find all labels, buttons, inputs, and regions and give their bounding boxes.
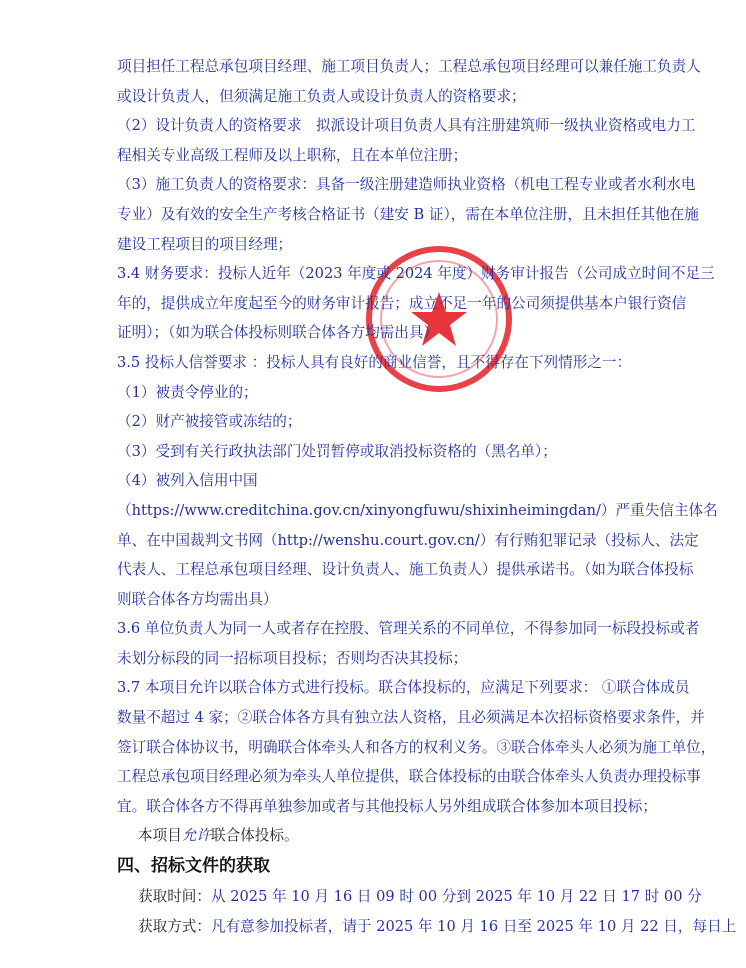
label: 本项目: [138, 827, 182, 845]
text-line-p4: 则联合体各方均需出具）: [117, 590, 278, 608]
text-line-p37: 宜。联合体各方不得再单独参加或者与其他投标人另外组成联合体参加本项目投标；: [117, 797, 657, 815]
acquire-time-line: [117, 882, 702, 912]
label: 获取时间：: [138, 888, 211, 906]
value: 凡有意参加投标者，请于 2025 年 10 月 16 日至 2025 年 10 月 22 日，每日上: [210, 917, 737, 935]
text-line-items: （2）财产被接管或冻结的；: [117, 413, 302, 431]
text-line-p3: 专业）及有效的安全生产考核合格证书（建安 B 证），需在本单位注册，且未担任其他在施: [117, 205, 699, 223]
text-line-p1: 项目担任工程总承包项目经理、施工项目负责人；工程总承包项目经理可以兼任施工负责人: [117, 58, 701, 75]
text-line-p34: 年的，提供成立年度起至今的财务审计报告；成立不足一年的公司须提供基本户银行资信: [117, 294, 687, 312]
text-line-p34: 3.4 财务要求：投标人近年（2023 年度或 2024 年度）财务审计报告（公司成立时间不足三: [117, 265, 715, 283]
section-heading: 四、招标文件的获取: [117, 856, 270, 877]
text-line-p4: 代表人、工程总承包项目经理、设计负责人、施工负责人）提供承诺书。（如为联合体投标: [117, 561, 694, 579]
text-line-p36: 3.6 单位负责人为同一人或者存在控股、管理关系的不同单位，不得参加同一标段投标或者: [117, 620, 700, 638]
text-line-p2: 程相关专业高级工程师及以上职称，且在本单位注册；: [117, 146, 468, 164]
text-line-p4: （https://www.creditchina.gov.cn/xinyongfuwu/shixinheimingdan/）严重失信主体名: [117, 501, 718, 519]
consortium-line: [117, 821, 637, 851]
text-line-p4: 单、在中国裁判文书网（http://wenshu.court.gov.cn/）有行贿犯罪记录（投标人、法定: [117, 531, 699, 549]
text-line-items: （1）被责令停业的；: [117, 383, 258, 401]
text-line-p37: 3.7 本项目允许以联合体方式进行投标。联合体投标的，应满足下列要求： ①联合体成员: [117, 679, 690, 697]
text-line-p37: 签订联合体协议书，明确联合体牵头人和各方的权利义务。③联合体牵头人必须为施工单位，: [117, 738, 716, 756]
label: 获取方式：: [138, 917, 211, 935]
text-line-items: （3）受到有关行政执法部门处罚暂停或取消投标资格的（黑名单）；: [117, 442, 557, 460]
document-page: [117, 52, 737, 941]
text-line-p2: （2）设计负责人的资格要求 拟派设计项目负责人具有注册建筑师一级执业资格或电力工: [117, 117, 696, 135]
text-line-p36: 未划分标段的同一招标项目投标；否则均否决其投标；: [117, 649, 468, 667]
text-line-p37: 工程总承包项目经理必须为牵头人单位提供，联合体投标的由联合体牵头人负责办理投标事: [117, 768, 701, 786]
text-line-items: （4）被列入信用中国: [117, 472, 258, 490]
text-line-p3: （3）施工负责人的资格要求：具备一级注册建造师执业资格（机电工程专业或者水利水电: [117, 176, 696, 194]
value: 允许: [181, 827, 211, 845]
text-line-p35: 3.5 投标人信誉要求 ：投标人具有良好的商业信誉，且不得存在下列情形之一：: [117, 353, 632, 371]
value: 从 2025 年 10 月 16 日 09 时 00 分到 2025 年 10 月 22 日 17 时 00 分: [210, 888, 702, 906]
text-line-p3: 建设工程项目的项目经理；: [117, 235, 293, 253]
text-line-p34: 证明）；（如为联合体投标则联合体各方均需出具）: [117, 324, 439, 342]
label: 联合体投标。: [211, 827, 299, 845]
acquire-method-line: [117, 912, 737, 942]
text-line-p1: 或设计负责人，但须满足施工负责人或设计负责人的资格要求；: [117, 87, 526, 105]
text-line-p37: 数量不超过 4 家；②联合体各方具有独立法人资格，且必须满足本次招标资格要求条件，并: [117, 709, 705, 727]
